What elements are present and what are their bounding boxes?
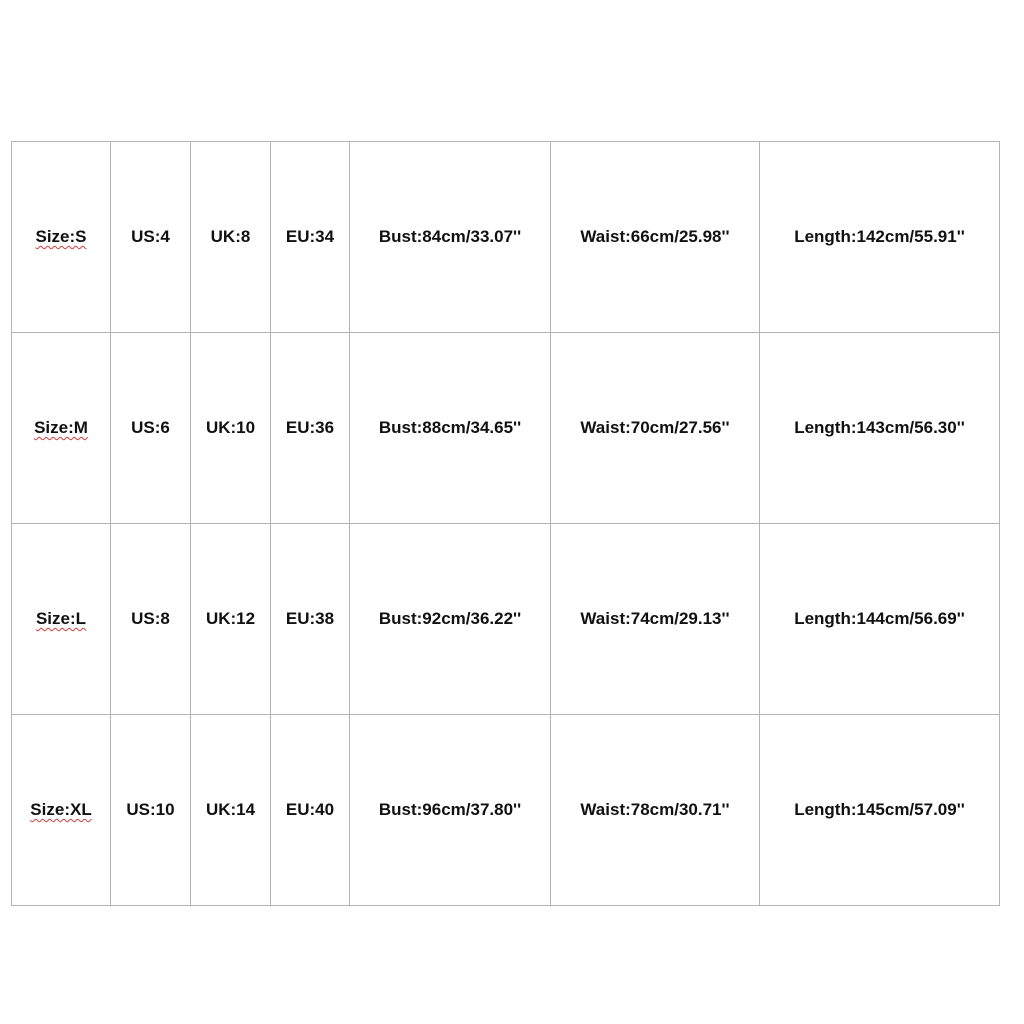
table-row (12, 142, 1000, 333)
table-row (12, 524, 1000, 715)
size-label: Size:M (34, 418, 88, 437)
waist-cell: Waist:70cm/27.56'' (551, 333, 760, 524)
bust-cell: Bust:92cm/36.22'' (350, 524, 551, 715)
size-cell (12, 142, 111, 333)
size-cell (12, 333, 111, 524)
size-cell (12, 715, 111, 906)
size-chart-table (11, 141, 1000, 906)
waist-cell: Waist:74cm/29.13'' (551, 524, 760, 715)
size-label: Size:S (35, 227, 87, 246)
waist-cell: Waist:66cm/25.98'' (551, 142, 760, 333)
eu-size-cell: EU:36 (271, 333, 350, 524)
us-size-cell: US:4 (111, 142, 191, 333)
us-size-cell: US:10 (111, 715, 191, 906)
uk-size-cell: UK:14 (191, 715, 271, 906)
table-row (12, 333, 1000, 524)
uk-size-cell: UK:8 (191, 142, 271, 333)
eu-size-cell: EU:34 (271, 142, 350, 333)
length-cell: Length:142cm/55.91'' (760, 142, 1000, 333)
uk-size-cell: UK:12 (191, 524, 271, 715)
bust-cell: Bust:88cm/34.65'' (350, 333, 551, 524)
uk-size-cell: UK:10 (191, 333, 271, 524)
eu-size-cell: EU:40 (271, 715, 350, 906)
bust-cell: Bust:84cm/33.07'' (350, 142, 551, 333)
size-label: Size:XL (30, 800, 92, 819)
length-cell: Length:145cm/57.09'' (760, 715, 1000, 906)
size-label: Size:L (35, 609, 87, 628)
length-cell: Length:143cm/56.30'' (760, 333, 1000, 524)
bust-cell: Bust:96cm/37.80'' (350, 715, 551, 906)
eu-size-cell: EU:38 (271, 524, 350, 715)
us-size-cell: US:6 (111, 333, 191, 524)
size-cell (12, 524, 111, 715)
us-size-cell: US:8 (111, 524, 191, 715)
length-cell: Length:144cm/56.69'' (760, 524, 1000, 715)
table-row (12, 715, 1000, 906)
waist-cell: Waist:78cm/30.71'' (551, 715, 760, 906)
